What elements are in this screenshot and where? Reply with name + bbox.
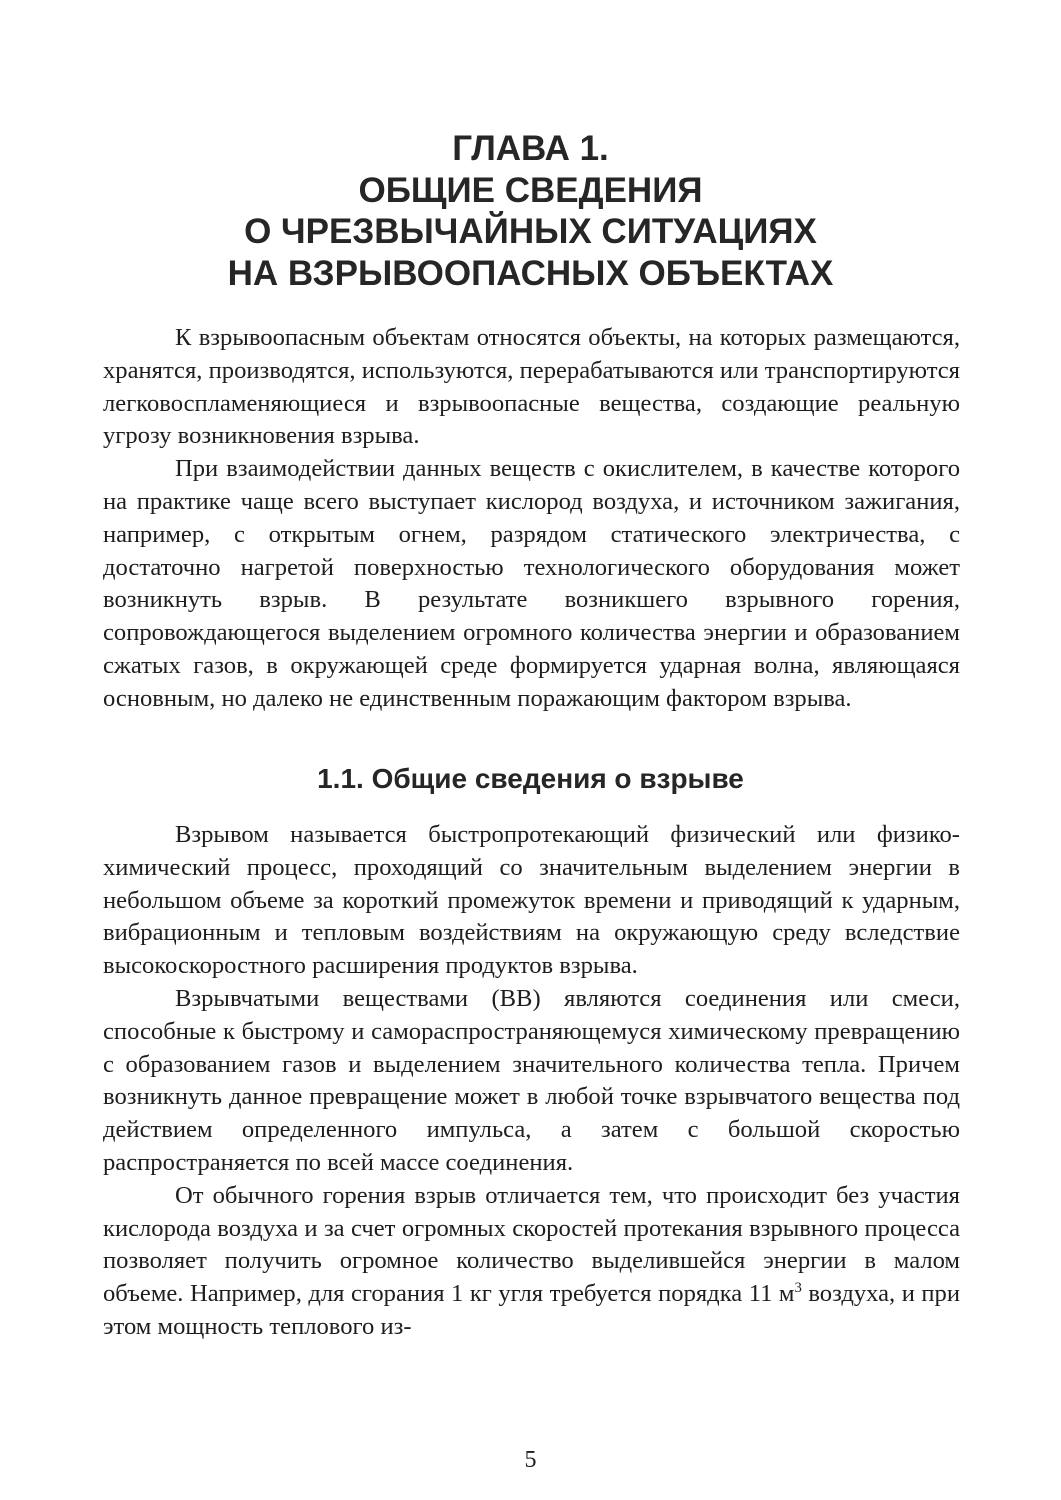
chapter-title-line: ОБЩИЕ СВЕДЕНИЯ [358,170,703,210]
chapter-title-line: ГЛАВА 1. [452,129,609,168]
paragraph-text: От обычного горения взрыв отличается тем, что происходит без участия кислорода воздуха и за счет огромных скоростей протекания взрывного процесса позволяет получить огромное количество выделившейся энергии в малом объеме. Например, для сгорания 1 кг угля требуется порядка 11 м [103,1181,960,1308]
paragraph: Взрывом называется быстропротекающий физический или физико-химический процесс, проходящий со значительным выделением энергии в небольшом объеме за короткий промежуток времени и приводящий к ударным, вибрационным и тепловым воздействиям на окружающую среду вследствие высокоскоростного расширения продуктов взрыва. [103,821,960,980]
paragraph: К взрывоопасным объектам относятся объекты, на которых размещаются, хранятся, производятся, используются, перерабатываются или транспортируются легковоспламеняющиеся и взрывоопасные вещества, создающие реальную угрозу возникновения взрыва. [103,324,960,450]
paragraph: Взрывчатыми веществами (ВВ) являются соединения или смеси, способные к быстрому и самораспространяющемуся химическому превращению с образованием газов и выделением значительного количества тепла. Причем возникнуть данное превращение может в любой точке взрывчатого вещества под действием определенного импульса, а затем с большой скоростью распространяется по всей массе соединения. [103,984,960,1176]
paragraph-text: воздуха, и при этом мощность теплового из- [103,1280,960,1340]
section-text [103,819,960,1344]
paragraph [103,1180,960,1344]
intro-text [103,322,960,716]
chapter-title [100,128,961,294]
chapter-title-line: О ЧРЕЗВЫЧАЙНЫХ СИТУАЦИЯХ [244,212,817,251]
paragraph: При взаимодействии данных веществ с окислителем, в качестве которого на практике чаще всего выступает кислород воздуха, и источником зажигания, например, с открытым огнем, разрядом статического электричества, с достаточно нагретой поверхностью технологического оборудования может возникнуть взрыв. В результате возникшего взрывного горения, сопровождающегося выделением огромного количества энергии и образованием сжатых газов, в окружающей среде формируется ударная волна, являющаяся основным, но далеко не единственным поражающим фактором взрыва. [103,455,960,712]
chapter-title-line: НА ВЗРЫВООПАСНЫХ ОБЪЕКТАХ [227,253,834,293]
superscript: 3 [794,1279,802,1296]
section-title: 1.1. Общие сведения о взрыве [317,763,744,794]
page-number: 5 [524,1447,537,1473]
